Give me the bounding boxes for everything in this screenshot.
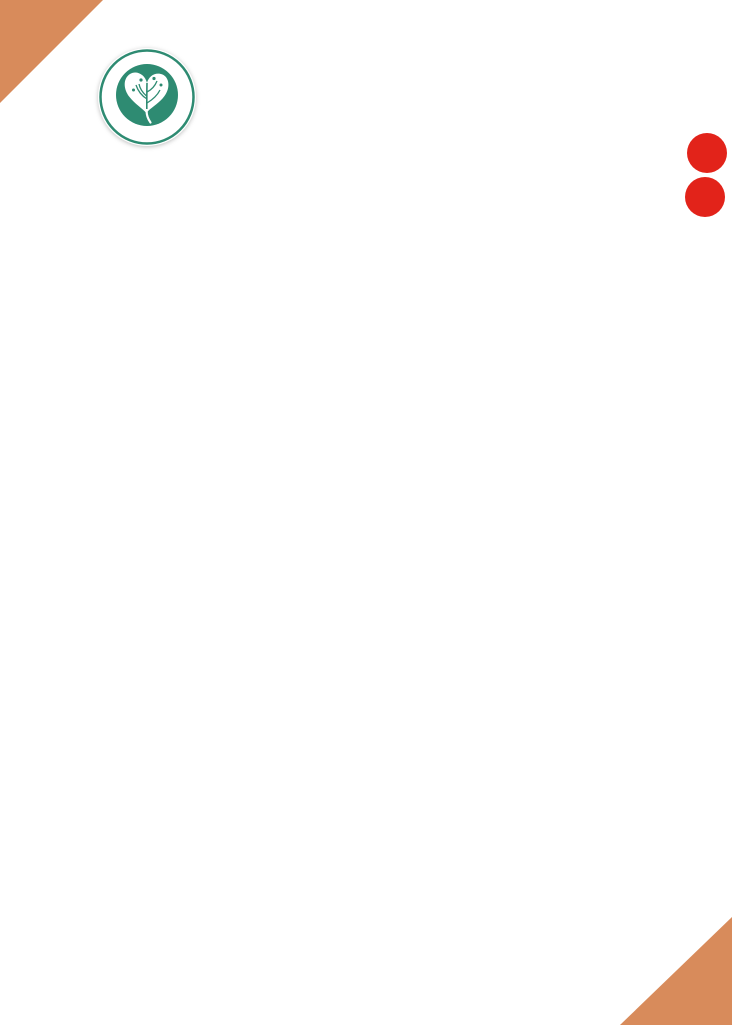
corner-triangle-top-left — [0, 0, 103, 103]
schedule-header-row — [33, 330, 700, 356]
footer-block — [26, 924, 696, 935]
badge-lun — [687, 133, 727, 173]
summary-row — [33, 680, 700, 742]
schedule-table — [33, 365, 700, 742]
badge-tan — [685, 177, 725, 217]
school-seal-logo — [97, 47, 197, 147]
